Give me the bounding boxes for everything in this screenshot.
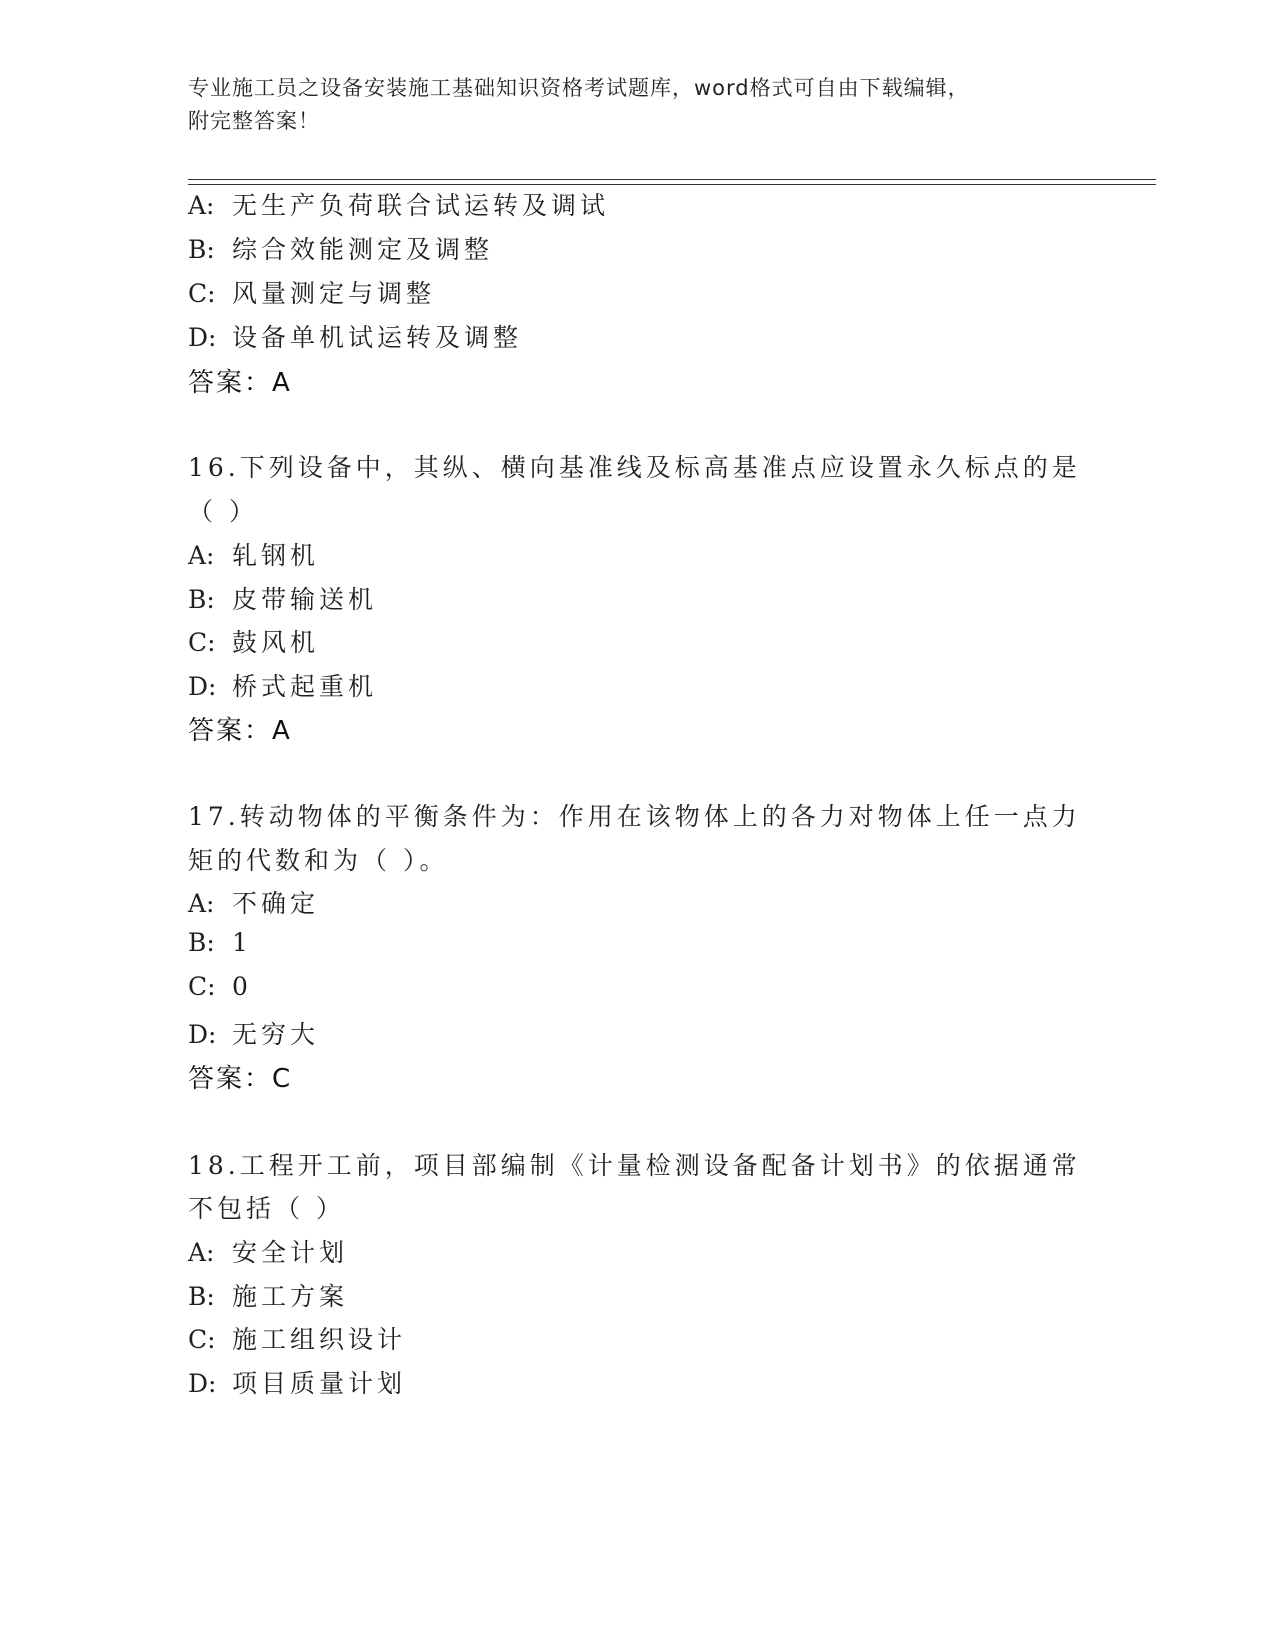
option-text: 无穷大 <box>232 1020 320 1049</box>
header-line-1: 专业施工员之设备安装施工基础知识资格考试题库，word格式可自由下载编辑， <box>188 76 970 100</box>
option-a <box>188 1233 348 1269</box>
option-d <box>188 1364 406 1400</box>
option-letter: C: <box>188 1325 216 1354</box>
option-c <box>188 972 252 1001</box>
option-text: 轧钢机 <box>232 541 320 570</box>
question-16-stem-line-1: 16.下列设备中，其纵、横向基准线及标高基准点应设置永久标点的是 <box>188 453 1081 482</box>
option-text: 施工方案 <box>232 1282 349 1311</box>
option-letter: C: <box>188 628 216 657</box>
option-b <box>188 580 377 616</box>
option-b <box>188 1277 348 1313</box>
option-letter: D: <box>188 323 217 352</box>
option-text: 施工组织设计 <box>232 1325 407 1354</box>
option-c <box>188 623 319 659</box>
answer-line: 答案：A <box>188 716 292 746</box>
header-divider-bottom <box>188 184 1156 185</box>
option-letter: C: <box>188 279 216 308</box>
option-letter: C: <box>188 972 216 1001</box>
option-d <box>188 1015 319 1051</box>
option-a <box>188 536 319 572</box>
option-a <box>188 186 609 222</box>
answer-line: 答案：C <box>188 1064 293 1094</box>
header-line-2: 附完整答案！ <box>188 109 320 133</box>
option-letter: D: <box>188 1369 217 1398</box>
option-text: 综合效能测定及调整 <box>232 235 494 264</box>
option-a <box>188 884 319 920</box>
option-text: 鼓风机 <box>232 628 320 657</box>
option-letter: D: <box>188 672 217 701</box>
document-header <box>188 72 1068 138</box>
option-text: 1 <box>232 928 252 957</box>
option-text: 桥式起重机 <box>232 672 378 701</box>
option-text: 项目质量计划 <box>232 1369 407 1398</box>
answer-line: 答案：A <box>188 368 292 398</box>
question-18-stem-line-1: 18.工程开工前，项目部编制《计量检测设备配备计划书》的依据通常 <box>188 1151 1081 1180</box>
option-text: 0 <box>232 972 252 1001</box>
question-17-stem-line-1: 17.转动物体的平衡条件为：作用在该物体上的各力对物体上任一点力 <box>188 802 1081 831</box>
question-17-stem-line-2: 矩的代数和为（ ）。 <box>188 846 449 875</box>
option-letter: A: <box>188 541 215 570</box>
option-c <box>188 1320 406 1356</box>
option-letter: A: <box>188 889 215 918</box>
option-letter: B: <box>188 928 215 957</box>
option-text: 设备单机试运转及调整 <box>232 323 523 352</box>
option-b <box>188 230 493 266</box>
option-letter: A: <box>188 191 215 220</box>
option-letter: D: <box>188 1020 217 1049</box>
option-letter: A: <box>188 1238 215 1267</box>
question-18-stem-line-2: 不包括（ ） <box>188 1194 345 1223</box>
option-text: 安全计划 <box>232 1238 349 1267</box>
option-letter: B: <box>188 1282 215 1311</box>
option-text: 无生产负荷联合试运转及调试 <box>232 191 610 220</box>
option-text: 皮带输送机 <box>232 585 378 614</box>
header-divider-top <box>188 179 1156 180</box>
option-b <box>188 928 252 957</box>
question-16-stem-line-2: （ ） <box>188 497 258 526</box>
option-d <box>188 667 377 703</box>
option-d <box>188 318 522 354</box>
option-c <box>188 274 435 310</box>
option-letter: B: <box>188 235 215 264</box>
option-letter: B: <box>188 585 215 614</box>
option-text: 不确定 <box>232 889 320 918</box>
option-text: 风量测定与调整 <box>232 279 436 308</box>
